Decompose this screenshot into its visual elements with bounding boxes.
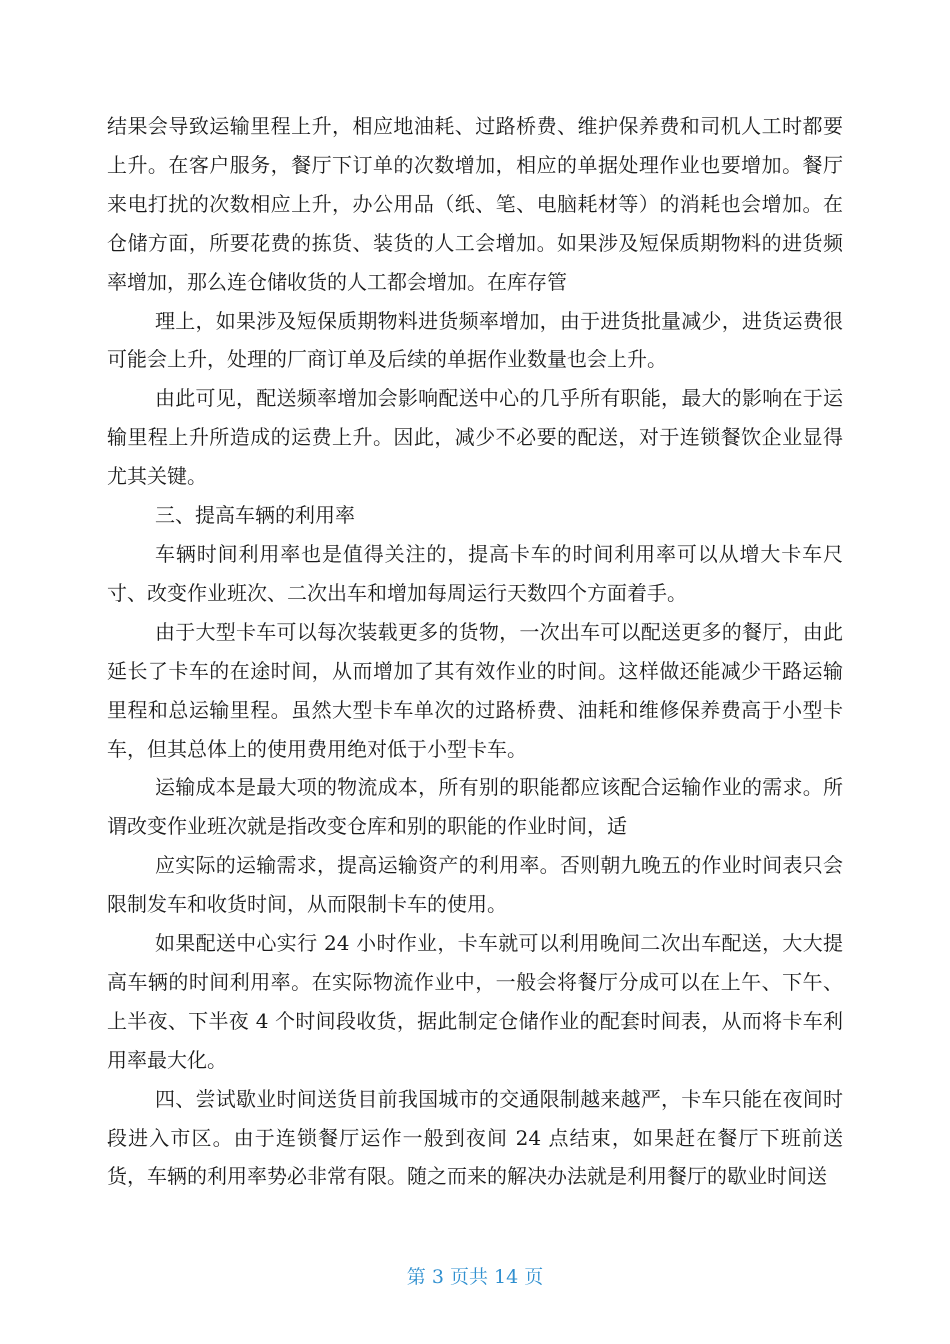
page-footer: 第 3 页共 14 页 (406, 1266, 544, 1288)
section-heading-3: 三、提高车辆的利用率 (155, 503, 355, 528)
paragraph-9: 如果配送中心实行 24 小时作业，卡车就可以利用晚间二次出车配送，大大提高车辆的时间利用率。在实际物流作业中，一般会将餐厅分成可以在上午、下午、上半夜、下半夜 4 个时间段收货，据此制定仓储作业的配套时间表，从而将卡车利用率最大化。 (107, 931, 843, 1072)
paragraph-6: 由于大型卡车可以每次装载更多的货物，一次出车可以配送更多的餐厅，由此延长了卡车的在途时间，从而增加了其有效作业的时间。这样做还能减少干路运输里程和总运输里程。虽然大型卡车单次的过路桥费、油耗和维修保养费高于小型卡车，但其总体上的使用费用绝对低于小型卡车。 (107, 619, 843, 761)
paragraph-3: 由此可见，配送频率增加会影响配送中心的几乎所有职能，最大的影响在于运输里程上升所造成的运费上升。因此，减少不必要的配送，对于连锁餐饮企业显得尤其关键。 (107, 386, 843, 489)
section-heading-4: 四、尝试歇业时间送货目前我国城市的交通限制越来越严，卡车只能在夜间时段进入市区。由于连锁餐厅运作一般到夜间 24 点结束，如果赶在餐厅下班前送货，车辆的利用率势必非常有限。随之而来的解决办法就是利用餐厅的歇业时间送 (107, 1086, 843, 1189)
document-body (107, 107, 843, 1196)
paragraph-1: 结果会导致运输里程上升，相应地油耗、过路桥费、维护保养费和司机人工时都要上升。在客户服务，餐厅下订单的次数增加，相应的单据处理作业也要增加。餐厅来电打扰的次数相应上升，办公用品（纸、笔、电脑耗材等）的消耗也会增加。在仓储方面，所要花费的拣货、装货的人工会增加。如果涉及短保质期物料的进货频率增加，那么连仓储收货的人工都会增加。在库存管 (107, 114, 843, 294)
paragraph-8: 应实际的运输需求，提高运输资产的利用率。否则朝九晚五的作业时间表只会限制发车和收货时间，从而限制卡车的使用。 (107, 853, 843, 917)
paragraph-5: 车辆时间利用率也是值得关注的，提高卡车的时间利用率可以从增大卡车尺寸、改变作业班次、二次出车和增加每周运行天数四个方面着手。 (107, 541, 843, 605)
paragraph-7: 运输成本是最大项的物流成本，所有别的职能都应该配合运输作业的需求。所谓改变作业班次就是指改变仓库和别的职能的作业时间，适 (107, 775, 843, 839)
paragraph-2: 理上，如果涉及短保质期物料进货频率增加，由于进货批量减少，进货运费很可能会上升，处理的厂商订单及后续的单据作业数量也会上升。 (107, 308, 843, 372)
